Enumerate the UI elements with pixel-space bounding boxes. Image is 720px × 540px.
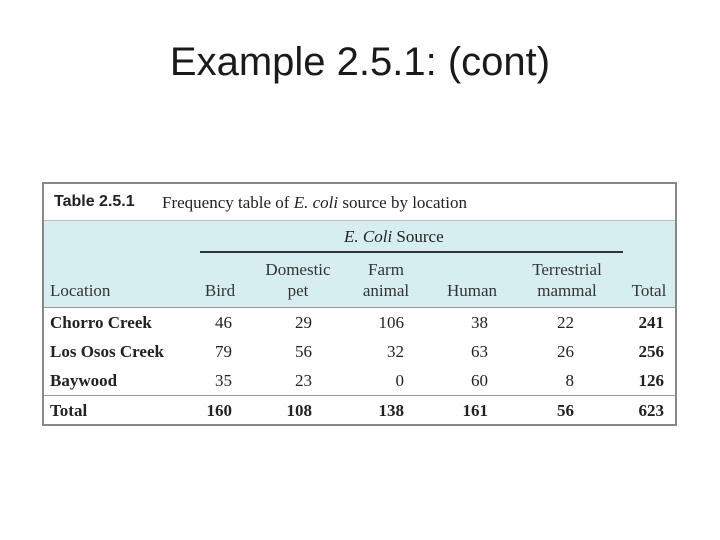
source-group-header bbox=[344, 227, 444, 247]
cell-location: Los Osos Creek bbox=[50, 342, 164, 361]
cell-farm-animal: 0 bbox=[395, 371, 404, 390]
slide-title: Example 2.5.1: (cont) bbox=[169, 40, 551, 84]
column-header-terrestrial-line2: mammal bbox=[537, 281, 597, 300]
cell-domestic-pet: 29 bbox=[295, 313, 312, 332]
cell-total: 241 bbox=[638, 313, 664, 332]
cell-human: 38 bbox=[471, 313, 488, 332]
cell-total: 126 bbox=[638, 371, 664, 390]
column-header-bird: Bird bbox=[204, 281, 236, 300]
table-caption bbox=[44, 184, 675, 221]
cell-human-total: 161 bbox=[462, 401, 488, 420]
frequency-table bbox=[42, 182, 677, 426]
cell-farm-animal-total: 138 bbox=[378, 401, 404, 420]
source-organism: E. Coli bbox=[344, 227, 393, 246]
cell-domestic-pet: 23 bbox=[295, 371, 312, 390]
caption-prefix: Frequency table of bbox=[162, 193, 294, 212]
cell-location: Chorro Creek bbox=[50, 313, 152, 332]
cell-domestic-pet: 56 bbox=[295, 342, 312, 361]
column-header-domestic-line1: Domestic bbox=[265, 260, 331, 279]
cell-bird: 35 bbox=[215, 371, 232, 390]
table-row bbox=[44, 366, 675, 395]
cell-human: 60 bbox=[471, 371, 488, 390]
column-header-total: Total bbox=[631, 281, 667, 300]
cell-total: 256 bbox=[638, 342, 664, 361]
column-header-location: Location bbox=[50, 281, 111, 300]
cell-bird-total: 160 bbox=[206, 401, 232, 420]
cell-bird: 79 bbox=[215, 342, 232, 361]
column-header-farm-line1: Farm bbox=[368, 260, 404, 279]
table-caption-text bbox=[162, 193, 467, 213]
cell-terrestrial-mammal: 22 bbox=[557, 313, 574, 332]
cell-terrestrial-mammal-total: 56 bbox=[557, 401, 574, 420]
column-header-human: Human bbox=[446, 281, 498, 300]
cell-bird: 46 bbox=[215, 313, 232, 332]
cell-terrestrial-mammal: 26 bbox=[557, 342, 574, 361]
column-header-farm-animal bbox=[350, 259, 422, 301]
cell-terrestrial-mammal: 8 bbox=[565, 371, 574, 390]
column-header-domestic-pet bbox=[254, 259, 342, 301]
cell-domestic-pet-total: 108 bbox=[286, 401, 312, 420]
table-row bbox=[44, 337, 675, 366]
table-label: Table 2.5.1 bbox=[54, 193, 135, 210]
table-header bbox=[44, 221, 675, 307]
caption-organism: E. coli bbox=[293, 193, 339, 212]
cell-grand-total: 623 bbox=[638, 401, 664, 420]
caption-suffix: source by location bbox=[338, 193, 467, 212]
cell-location: Total bbox=[50, 401, 88, 420]
column-header-domestic-line2: pet bbox=[287, 281, 309, 300]
cell-farm-animal: 106 bbox=[378, 313, 404, 332]
cell-location: Baywood bbox=[50, 371, 118, 390]
cell-human: 63 bbox=[471, 342, 488, 361]
cell-farm-animal: 32 bbox=[387, 342, 404, 361]
column-header-terrestrial-line1: Terrestrial bbox=[532, 260, 602, 279]
column-header-terrestrial-mammal bbox=[516, 259, 618, 301]
column-header-farm-line2: animal bbox=[362, 281, 410, 300]
table-row bbox=[44, 308, 675, 337]
source-group-rule bbox=[200, 251, 623, 253]
totals-row bbox=[44, 396, 675, 425]
source-word: Source bbox=[392, 227, 444, 246]
